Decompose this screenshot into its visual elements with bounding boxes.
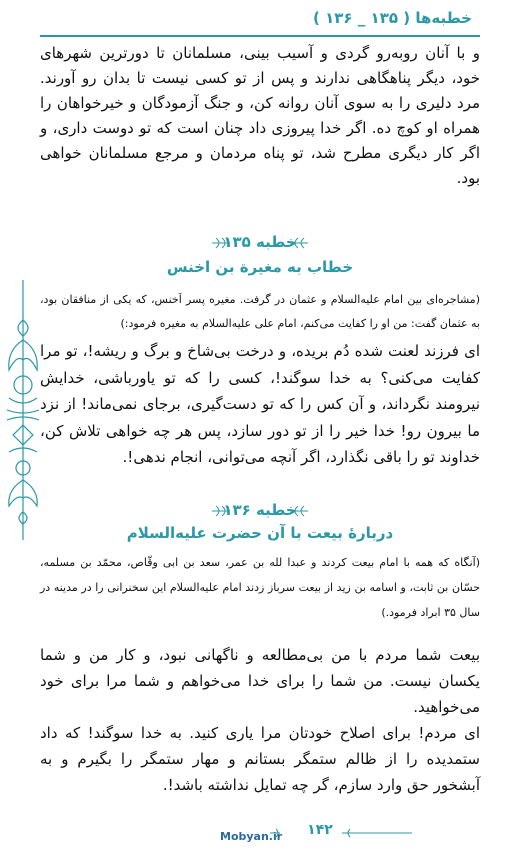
sermon-135-heading [100,232,420,276]
header-rule [40,35,480,37]
sermon-135-body: ای فرزند لعنت شده دُم بریده، و درخت بی‌شاخ و برگ و ریشه!، تو مرا کفایت می‌کنی؟ به خدا سوگند!، کسی را که تو یاورباشی، خدایش نیرومند نگرداند، و آن کس را که تو دست‌گیری، برجای نمی‌ماند! از نزد ما بیرون رو! خدا خیر را از تو دور سازد، پس هر چه خواهی تلاش کن، خداوند تو را باقی نگذارد، اگر آنچه می‌توانی، انجام ندهی!. [40,342,480,466]
sermon-136-body-2: ای مردم! برای اصلاح خودتان مرا یاری کنید. به خدا سوگند! که داد ستمدیده را از ظالم ستمگر بستانم و مهار ستمگر را بگیرم و به آبشخور حق وارد سازم، گر چه تمایل نداشته باشد!. [40,724,480,794]
sermon-135-number: خطبه ۱۳۵ [223,233,297,251]
intro-paragraph: و با آنان روبه‌رو گردی و آسیب بینی، مسلمانان تا دورترین شهرهای خود، دیگر پناهگاهی ندارند و پس از تو کسی نیست تا بدان رو آورند. مرد دلیری را به سوی آنان روانه کن، و جنگ آزمودگان و خیرخواهان را همراه او کوچ ده. اگر خدا پیروزی داد چنان است که تو دوست داری، و اگر کار دیگری مطرح شد، تو پناه مردمان و مرجع مسلمانان خواهی بود. [40,44,480,187]
sermon-135-note: (مشاجره‌ای بین امام علیه‌السلام و عثمان در گرفت. مغیره پسر اَخنس، که یکی از منافقان بود، به عثمان گفت: من او را کفایت می‌کنم، امام علی علیه‌السلام به مغیره فرمود:) [40,293,480,330]
sermon-136-heading [100,500,420,542]
sermon-136-note: (آنگاه که همه با امام بیعت کردند و عبدا لله بن عمر، سعد بن ابی وقّاص، محمّد بن مسلمه، حسّان بن ثابت، و اسامه بن زید از بیعت سرباز زدند امام علیه‌السلام این سخنرانی را در مدینه در سال ۳۵ ابراد فرمود.) [40,556,480,619]
site-logo: Mobyan.ir [220,830,283,843]
sermon-136-title: دربارهٔ بیعت با آن حضرت علیه‌السلام [126,524,394,542]
margin-ornament-icon [3,280,43,540]
sermon-136-body-1: بیعت شما مردم با من بی‌مطالعه و ناگهانی نبود، و کار من و شما یکسان نیست. من شما را برای خدا می‌خواهم و شما مرا برای خود می‌خواهید. [40,646,480,716]
running-header: خطبه‌ها ( ۱۳۵ _ ۱۳۶ ) [313,9,472,27]
footer-ornament-icon [270,826,420,840]
sermon-135-title: خطاب به مغیرة بن اخنس [166,258,354,276]
sermon-136-number: خطبه ۱۳۶ [223,501,297,519]
page-number: ۱۴۲ [307,822,333,838]
